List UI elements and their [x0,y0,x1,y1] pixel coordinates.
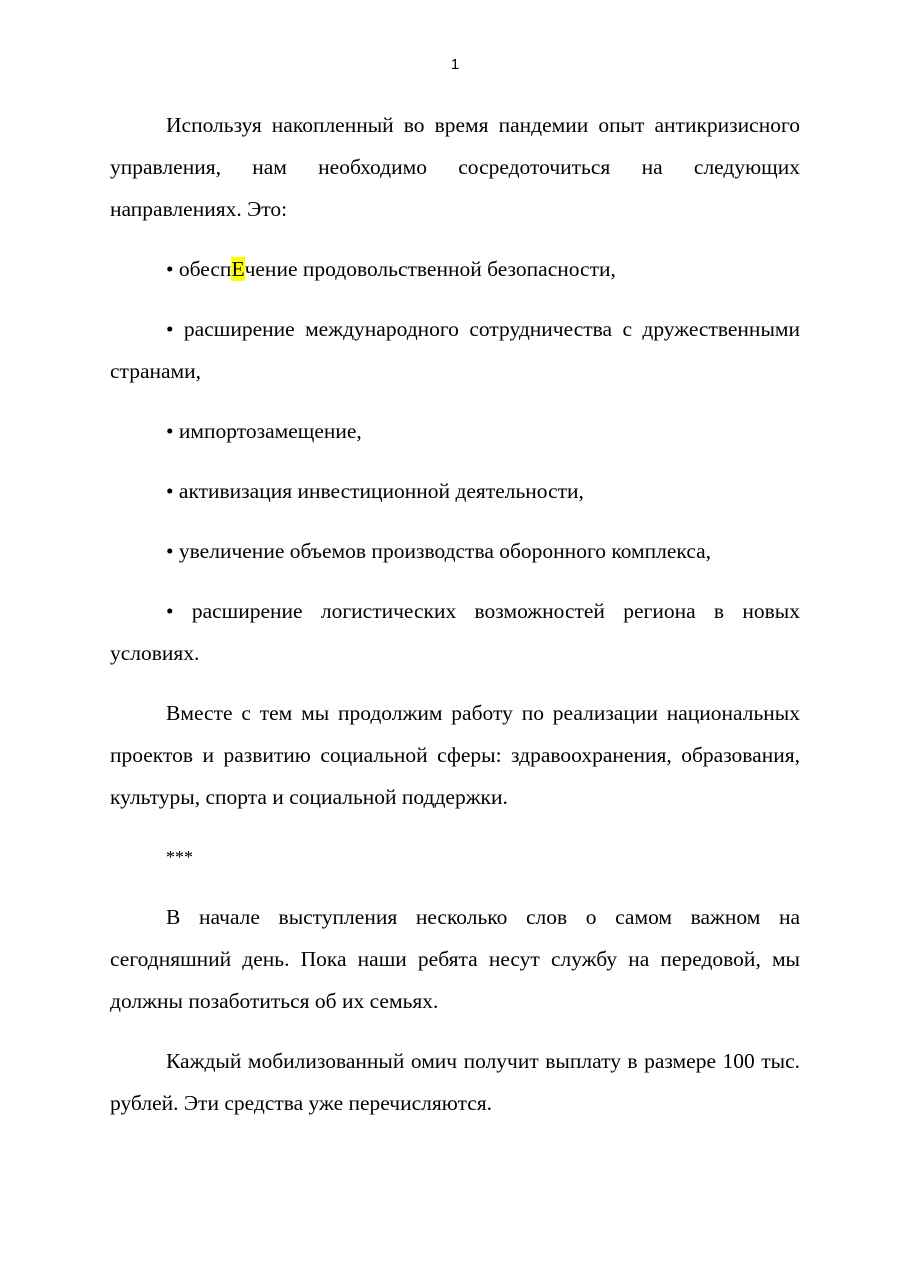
bullet-investment-activity: • активизация инвестиционной деятельности, [166,479,584,503]
page-number: 1 [450,56,460,73]
paragraph-speech-start: В начале выступления несколько слов о самом важном на сегодняшний день. Пока наши ребята несут службу на передовой, мы должны позаботиться об их семьях. [110,905,800,1013]
bullet-logistics: • расширение логистических возможностей региона в новых условиях. [110,599,800,665]
bullet-text-start: • обесп [166,257,232,281]
paragraph-mobilized-payment: Каждый мобилизованный омич получит выплату в размере 100 тыс. рублей. Эти средства уже перечисляются. [110,1049,800,1115]
highlighted-letter: Е [231,257,245,281]
paragraph-national-projects: Вместе с тем мы продолжим работу по реализации национальных проектов и развитию социальной сферы: здравоохранения, образования, культуры, спорта и социальной поддержки. [110,701,800,809]
bullet-text-end: чение продовольственной безопасности, [244,257,616,281]
paragraph-intro: Используя накопленный во время пандемии опыт антикризисного управления, нам необходимо сосредоточиться на следующих направлениях. Это: [110,113,800,221]
document-body [110,104,800,1142]
bullet-import-substitution: • импортозамещение, [166,419,362,443]
section-separator: *** [166,847,193,867]
bullet-food-security [110,248,800,290]
bullet-defense-production: • увеличение объемов производства оборонного комплекса, [166,539,712,563]
bullet-international-cooperation: • расширение международного сотрудничества с дружественными странами, [110,317,800,383]
